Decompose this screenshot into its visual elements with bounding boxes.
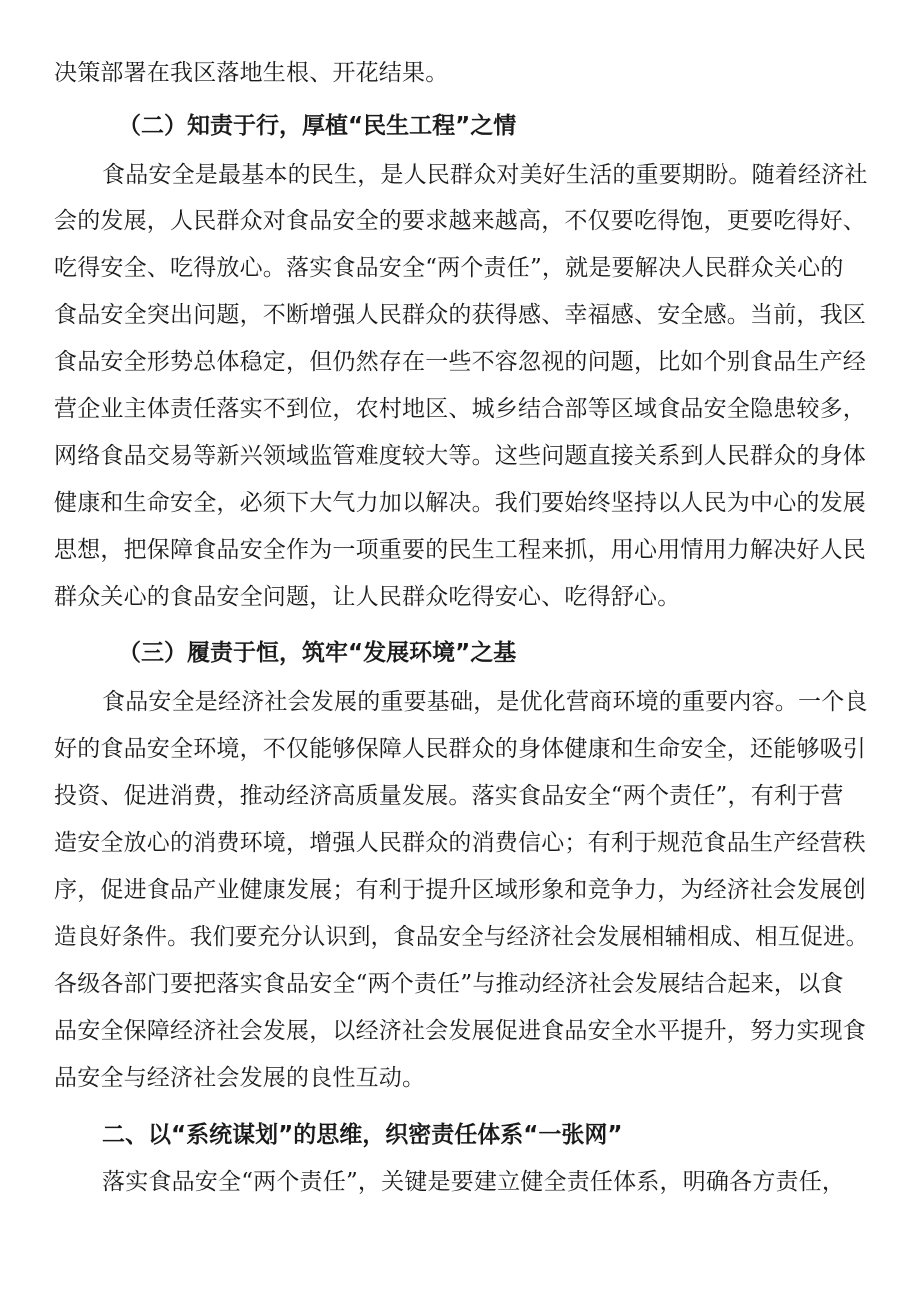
paragraph-line: 好的食品安全环境，不仅能够保障人民群众的身体健康和生命安全，还能够吸引 [54, 736, 866, 762]
paragraph-line: 网络食品交易等新兴领域监管难度较大等。这些问题直接关系到人民群众的身体 [54, 443, 866, 469]
paragraph-line: 健康和生命安全，必须下大气力加以解决。我们要始终坚持以人民为中心的发展 [54, 490, 866, 516]
paragraph-line: 吃得安全、吃得放心。落实食品安全“两个责任”，就是要解决人民群众关心的 [54, 255, 844, 281]
paragraph-line: 会的发展，人民群众对食品安全的要求越来越高，不仅要吃得饱，更要吃得好、 [54, 208, 866, 234]
section-heading-3: （三）履责于恒，筑牢“发展环境”之基 [118, 640, 517, 666]
paragraph-line: 食品安全突出问题，不断增强人民群众的获得感、幸福感、安全感。当前，我区 [54, 302, 866, 328]
paragraph-line: 造良好条件。我们要充分认识到，食品安全与经济社会发展相辅相成、相互促进。 [54, 924, 869, 950]
paragraph-line: 食品安全是最基本的民生，是人民群众对美好生活的重要期盼。随着经济社 [102, 162, 868, 188]
paragraph-line: 决策部署在我区落地生根、开花结果。 [54, 60, 449, 86]
chapter-heading-2: 二、以“系统谋划”的思维，织密责任体系“一张网” [102, 1122, 623, 1148]
paragraph-line: 序，促进食品产业健康发展；有利于提升区域形象和竞争力，为经济社会发展创 [54, 877, 866, 903]
paragraph-line: 品安全保障经济社会发展，以经济社会发展促进食品安全水平提升，努力实现食 [54, 1018, 866, 1044]
paragraph-line: 食品安全是经济社会发展的重要基础，是优化营商环境的重要内容。一个良 [102, 689, 868, 715]
paragraph-line: 品安全与经济社会发展的良性互动。 [54, 1065, 426, 1091]
paragraph-line: 食品安全形势总体稳定，但仍然存在一些不容忽视的问题，比如个别食品生产经 [54, 349, 866, 375]
paragraph-line: 群众关心的食品安全问题，让人民群众吃得安心、吃得舒心。 [54, 584, 681, 610]
paragraph-line: 思想，把保障食品安全作为一项重要的民生工程来抓，用心用情用力解决好人民 [54, 537, 866, 563]
section-heading-2: （二）知责于行，厚植“民生工程”之情 [118, 113, 517, 139]
paragraph-line: 各级各部门要把落实食品安全“两个责任”与推动经济社会发展结合起来，以食 [54, 971, 844, 997]
paragraph-line: 投资、促进消费，推动经济高质量发展。落实食品安全“两个责任”，有利于营 [54, 783, 844, 809]
paragraph-line: 落实食品安全“两个责任”，关键是要建立健全责任体系，明确各方责任， [102, 1169, 846, 1195]
paragraph-line: 造安全放心的消费环境，增强人民群众的消费信心；有利于规范食品生产经营秩 [54, 830, 866, 856]
paragraph-line: 营企业主体责任落实不到位，农村地区、城乡结合部等区域食品安全隐患较多， [54, 396, 866, 422]
